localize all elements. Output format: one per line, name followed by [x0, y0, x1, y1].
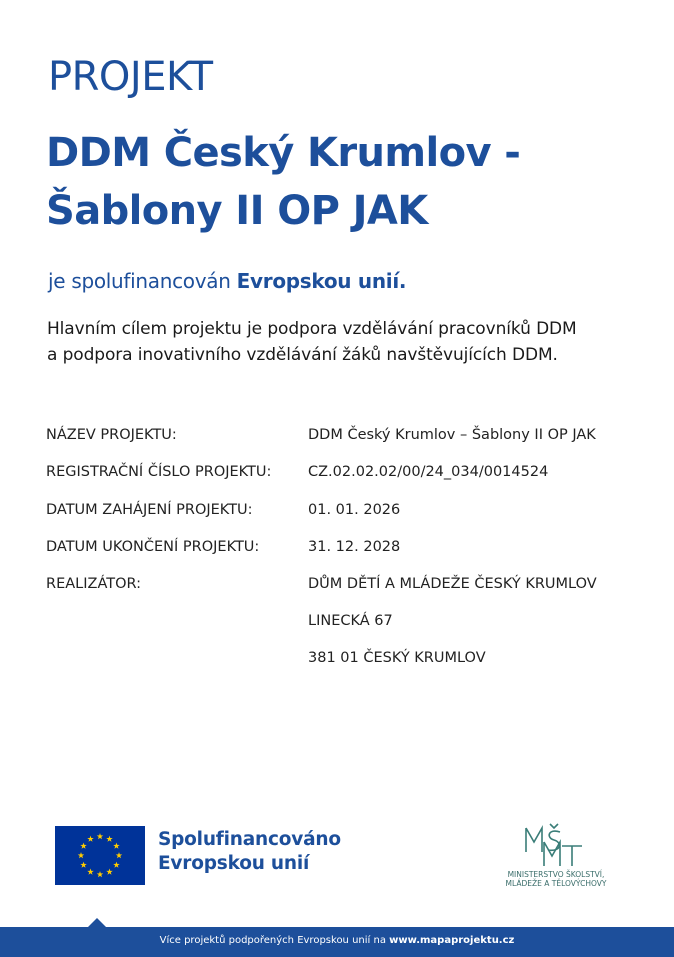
detail-value: 01. 01. 2026 [308, 502, 401, 518]
detail-value: DDM Český Krumlov – Šablony II OP JAK [308, 427, 596, 443]
eu-label-line2: Evropskou unií [158, 853, 310, 874]
detail-label: DATUM ZAHÁJENÍ PROJEKTU: [46, 502, 253, 518]
project-title [46, 124, 520, 240]
detail-value: LINECKÁ 67 [308, 613, 393, 629]
msmt-name-line2: MLÁDEŽE A TĚLOVÝCHOVY [505, 879, 607, 888]
eu-star-icon [106, 869, 112, 875]
eu-label-line1: Spolufinancováno [158, 829, 341, 850]
cofinancing-emphasis: Evropskou unií. [236, 269, 407, 293]
footer-text-prefix: Více projektů podpořených Evropskou unií na [159, 935, 390, 946]
detail-label: NÁZEV PROJEKTU: [46, 427, 177, 443]
project-goal-line2: a podpora inovativního vzdělávání žáků navštěvujících DDM. [47, 345, 558, 365]
project-goal [47, 316, 577, 368]
project-title-line1: DDM Český Krumlov - [46, 130, 521, 176]
eu-stars-icon [55, 826, 145, 885]
detail-label: DATUM UKONČENÍ PROJEKTU: [46, 539, 260, 555]
eu-star-icon [80, 862, 86, 868]
msmt-name [485, 870, 627, 888]
footer-text [0, 934, 674, 948]
msmt-name-line1: MINISTERSTVO ŠKOLSTVÍ, [507, 870, 605, 879]
project-kicker: PROJEKT [48, 54, 213, 100]
detail-value: CZ.02.02.02/00/24_034/0014524 [308, 464, 549, 480]
detail-label: REALIZÁTOR: [46, 576, 142, 592]
eu-star-icon [113, 862, 119, 868]
detail-value: 31. 12. 2028 [308, 539, 401, 555]
eu-star-icon [97, 833, 103, 839]
detail-value: DŮM DĚTÍ A MLÁDEŽE ČESKÝ KRUMLOV [308, 576, 597, 592]
footer-notch [88, 918, 106, 927]
eu-star-icon [113, 843, 119, 849]
detail-value: 381 01 ČESKÝ KRUMLOV [308, 650, 486, 666]
cofinancing-statement [48, 268, 406, 294]
eu-cofinancing-label [158, 828, 341, 876]
detail-label: REGISTRAČNÍ ČÍSLO PROJEKTU: [46, 464, 272, 480]
eu-star-icon [106, 836, 112, 842]
eu-star-icon [97, 871, 103, 877]
eu-star-icon [87, 869, 93, 875]
cofinancing-prefix: je spolufinancován [48, 269, 237, 293]
eu-star-icon [116, 852, 122, 858]
eu-star-icon [78, 852, 84, 858]
project-goal-line1: Hlavním cílem projektu je podpora vzdělávání pracovníků DDM [47, 319, 577, 339]
eu-flag-logo [55, 826, 145, 885]
eu-star-icon [80, 843, 86, 849]
eu-star-icon [87, 836, 93, 842]
msmt-monogram-icon [490, 822, 620, 872]
project-title-line2: Šablony II OP JAK [46, 188, 428, 234]
footer-link[interactable]: www.mapaprojektu.cz [389, 935, 515, 946]
